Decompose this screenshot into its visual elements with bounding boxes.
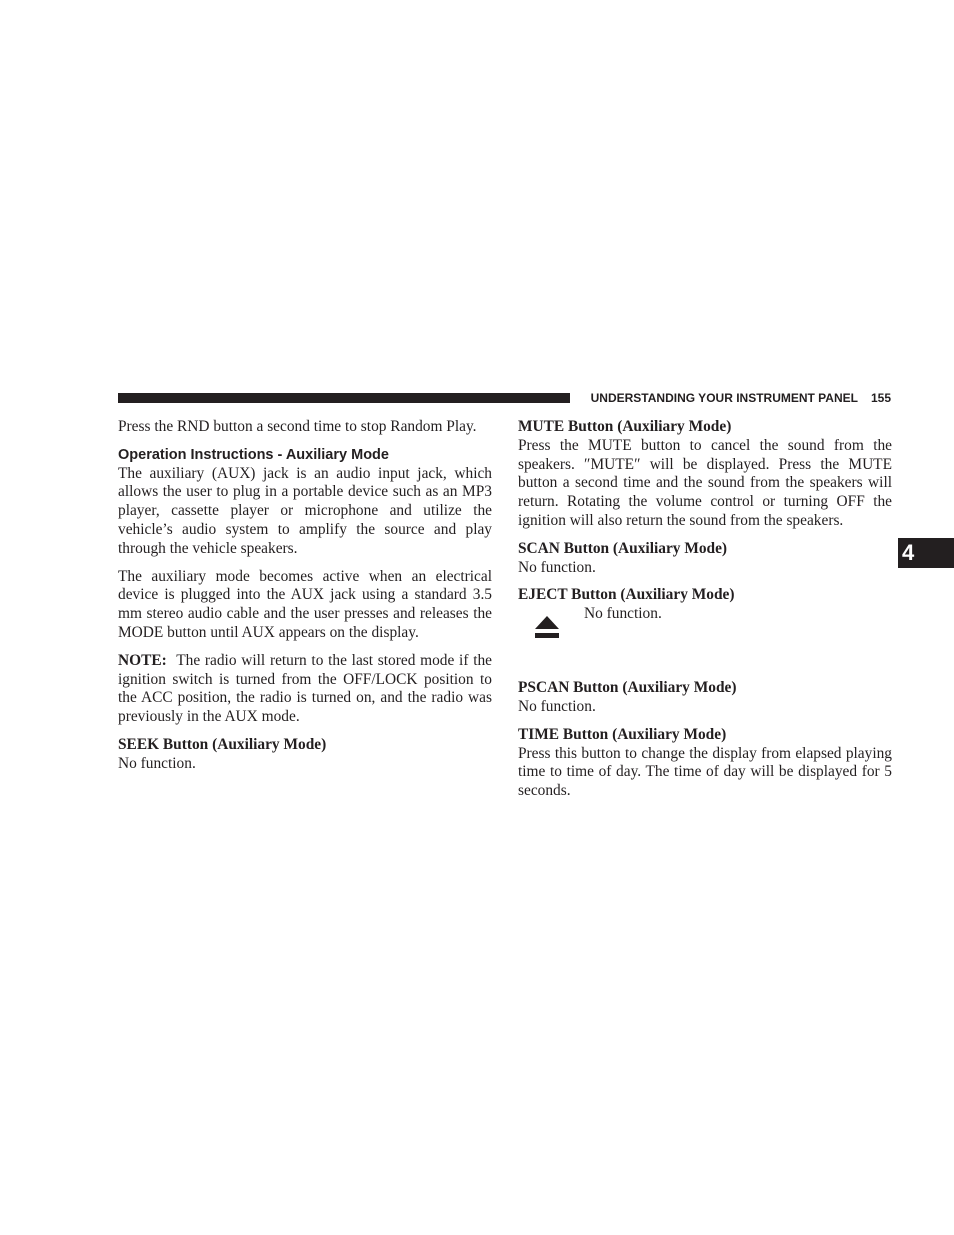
heading-pscan: PSCAN Button (Auxiliary Mode) [518, 679, 737, 697]
running-header [579, 390, 891, 406]
paragraph-seek: No function. [118, 754, 196, 772]
paragraph-time: Press this button to change the display from elapsed playing time to time of day. The time of day will be displayed for 5 seconds. [518, 744, 892, 800]
paragraph-aux-jack: The auxiliary (AUX) jack is an audio input jack, which allows the user to plug in a portable device such as an MP3 player, cassette player or microphone and utilize the vehicle’s audio system to amplify the source and play through the vehicle speakers. [118, 464, 492, 557]
paragraph-random-play: Press the RND button a second time to stop Random Play. [118, 418, 477, 435]
paragraph-aux-active: The auxiliary mode becomes active when an electrical device is plugged into the AUX jack using a standard 3.5 mm stereo audio cable and the user presses and releases the MODE button until AUX appears on the display. [118, 567, 492, 641]
paragraph-scan: No function. [518, 558, 596, 576]
heading-mute: MUTE Button (Auxiliary Mode) [518, 418, 732, 435]
heading-aux-mode: Operation Instructions - Auxiliary Mode [118, 446, 389, 463]
eject-icon [534, 615, 560, 639]
paragraph-eject: No function. [584, 605, 662, 623]
right-column [518, 418, 892, 810]
page-number: 155 [870, 391, 891, 405]
paragraph-mute: Press the MUTE button to cancel the sound from the speakers. ″MUTE″ will be displayed. Press the MUTE button a second time and the sound from the speakers will return. Rotating the volume control or turning OFF the ignition will also return the sound from the speakers. [518, 436, 892, 529]
heading-time: TIME Button (Auxiliary Mode) [518, 725, 727, 743]
eject-row [518, 605, 892, 679]
note-paragraph [118, 652, 492, 727]
chapter-tab: 4 [898, 538, 954, 568]
header-rule [118, 393, 570, 403]
heading-scan: SCAN Button (Auxiliary Mode) [518, 539, 728, 557]
section-title: UNDERSTANDING YOUR INSTRUMENT PANEL [590, 391, 858, 405]
note-label: NOTE: [118, 651, 167, 669]
left-column [118, 418, 492, 783]
paragraph-pscan: No function. [518, 697, 596, 715]
note-text: The radio will return to the last stored mode if the ignition switch is turned from the OFF/LOCK position to the ACC position, the radio is turned on, and the radio was previously in the AUX mode. [118, 651, 493, 726]
heading-seek: SEEK Button (Auxiliary Mode) [118, 735, 327, 753]
heading-eject: EJECT Button (Auxiliary Mode) [518, 586, 735, 604]
